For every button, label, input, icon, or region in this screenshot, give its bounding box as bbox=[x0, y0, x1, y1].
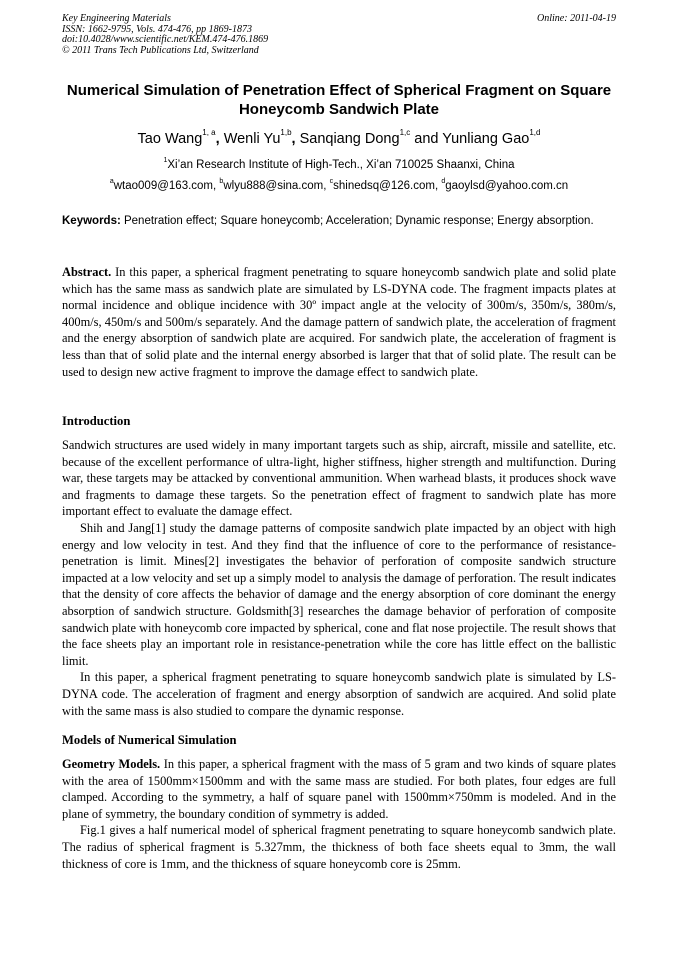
affiliation bbox=[62, 158, 616, 172]
copyright-line: © 2011 Trans Tech Publications Ltd, Switzerland bbox=[62, 44, 259, 56]
author-name: Wenli Yu bbox=[223, 131, 281, 147]
email-mark: d bbox=[441, 178, 446, 185]
section-heading-introduction: Introduction bbox=[62, 414, 131, 428]
paper-title: Numerical Simulation of Penetration Effect of Spherical Fragment on Square Honeycomb Sandwich Plate bbox=[66, 82, 612, 118]
journal-name: Key Engineering Materials bbox=[62, 13, 171, 24]
keywords-label: Keywords: bbox=[62, 215, 121, 227]
email-link[interactable]: gaoylsd@yahoo.com.cn bbox=[445, 180, 569, 192]
issn-line: ISSN: 1662-9795, Vols. 474-476, pp 1869-1873 bbox=[62, 23, 252, 35]
models-body bbox=[62, 756, 616, 872]
introduction-body bbox=[62, 437, 616, 719]
paragraph: Shih and Jang[1] study the damage patterns of composite sandwich plate impacted by an object with high energy and low velocity in test. And they find that the influence of core to the performance of resistance-penetration is limit. Mines[2] investigates the behavior of perforation of composite sandwich structure impacted at a low velocity and set up a simply model to analysis the damage of perforation. The result indicates that the density of core affects the behavior of damage and the energy absorption of core dominant the energy absorption of sandwich structure. Goldsmith[3] researches the damage behavior of perforation of composite sandwich plate with honeycomb core impacted by spherical, cone and flat nose projectile. The result shows that the face sheets play an important role in resistance-penetration while the core has little effect on the ballistic limit. bbox=[62, 520, 616, 668]
affiliation-mark: 1 bbox=[163, 157, 168, 164]
author-name: Sanqiang Dong bbox=[299, 131, 400, 147]
author-affiliation-mark: 1,c bbox=[399, 128, 411, 137]
affiliation-text: Xi’an Research Institute of High-Tech., Xi’an 710025 Shaanxi, China bbox=[167, 159, 515, 171]
author-affiliation-mark: 1,b bbox=[280, 128, 292, 137]
doi-line: doi:10.4028/www.scientific.net/KEM.474-476.1869 bbox=[62, 34, 269, 46]
author-name: Yunliang Gao bbox=[442, 131, 530, 147]
paragraph: Sandwich structures are used widely in many important targets such as ship, aircraft, missile and satellite, etc. because of the excellent performance of ultra-light, higher stiffness, higher strength and multifunction. During war, these targets may be attacked by conventional ammunition. When warhead blasts, it produces shock wave and fragments to damage these targets. So the penetration effect of fragment to sandwich plate has more important effect to evaluate the damage effect. bbox=[62, 438, 616, 519]
email-link[interactable]: wlyu888@sina.com, bbox=[223, 180, 327, 192]
paragraph-text: In this paper, a spherical fragment with the mass of 5 gram and two kinds of square plates with the area of 1500mm×1500mm and with the same mass are studied. For both plates, four edges are full clamped. According to the symmetry, a half of square panel with 1500mm×750mm is modeled. And in the plane of symmetry, the boundary condition of symmetry is added. bbox=[62, 757, 617, 821]
online-date: Online: 2011-04-19 bbox=[537, 13, 616, 24]
author-conjunction: and bbox=[414, 131, 439, 147]
author-name: Tao Wang bbox=[137, 131, 203, 147]
author-list: Tao Wang$^{1, a}$, Wenli Yu$^{1,b}$, Sanqiang Dong$^{1,c}$ and Yunliang Gao$^{1,d}$ bbox=[137, 128, 541, 147]
paragraph: In this paper, a spherical fragment penetrating to square honeycomb sandwich plate is simulated by LS-DYNA code. The acceleration of fragment and energy absorption of sandwich are acquired. And solid plate with the same mass is also studied to compare the dynamic response. bbox=[62, 670, 616, 718]
abstract-label: Abstract. bbox=[62, 265, 112, 279]
running-header bbox=[62, 14, 616, 56]
paragraph: Fig.1 gives a half numerical model of spherical fragment penetrating to square honeycomb sandwich plate. The radius of spherical fragment is 5.327mm, the thickness of both face sheets equal to 3mm, the wall thickness of core is 1mm, and the thickness of square honeycomb core is 25mm. bbox=[62, 823, 616, 871]
abstract bbox=[62, 264, 616, 380]
author-affiliation-mark: 1, a bbox=[202, 128, 216, 137]
email-mark: c bbox=[329, 178, 334, 185]
subsection-label: Geometry Models. bbox=[62, 757, 161, 771]
author-affiliation-mark: 1,d bbox=[529, 128, 541, 137]
email-link[interactable]: shinedsq@126.com, bbox=[333, 180, 439, 192]
email-link[interactable]: wtao009@163.com, bbox=[113, 180, 217, 192]
keywords-text: Penetration effect; Square honeycomb; Acceleration; Dynamic response; Energy absorption. bbox=[120, 215, 594, 227]
email-mark: b bbox=[219, 178, 224, 185]
keywords bbox=[62, 213, 616, 229]
paragraph bbox=[62, 756, 616, 822]
abstract-text: In this paper, a spherical fragment penetrating to square honeycomb sandwich plate and solid plate which has the same mass as sandwich plate are simulated by LS-DYNA code. The fragment impacts plates at normal incidence and oblique incidence with 30º impact angle at the velocity of 300m/s, 350m/s, 380m/s, 400m/s, 450m/s and 500m/s separately. And the damage pattern of sandwich plate, the acceleration of fragment and the energy absorption of sandwich plate are acquired. For sandwich plate, the acceleration of fragment is less than that of solid plate and the internal energy absorbed is larger that that of solid plate. The result can be used to design new active fragment to improve the damage effect to sandwich plate. bbox=[62, 265, 616, 379]
email-list bbox=[62, 179, 616, 193]
email-mark: a bbox=[109, 178, 114, 185]
section-heading-models: Models of Numerical Simulation bbox=[62, 733, 237, 747]
